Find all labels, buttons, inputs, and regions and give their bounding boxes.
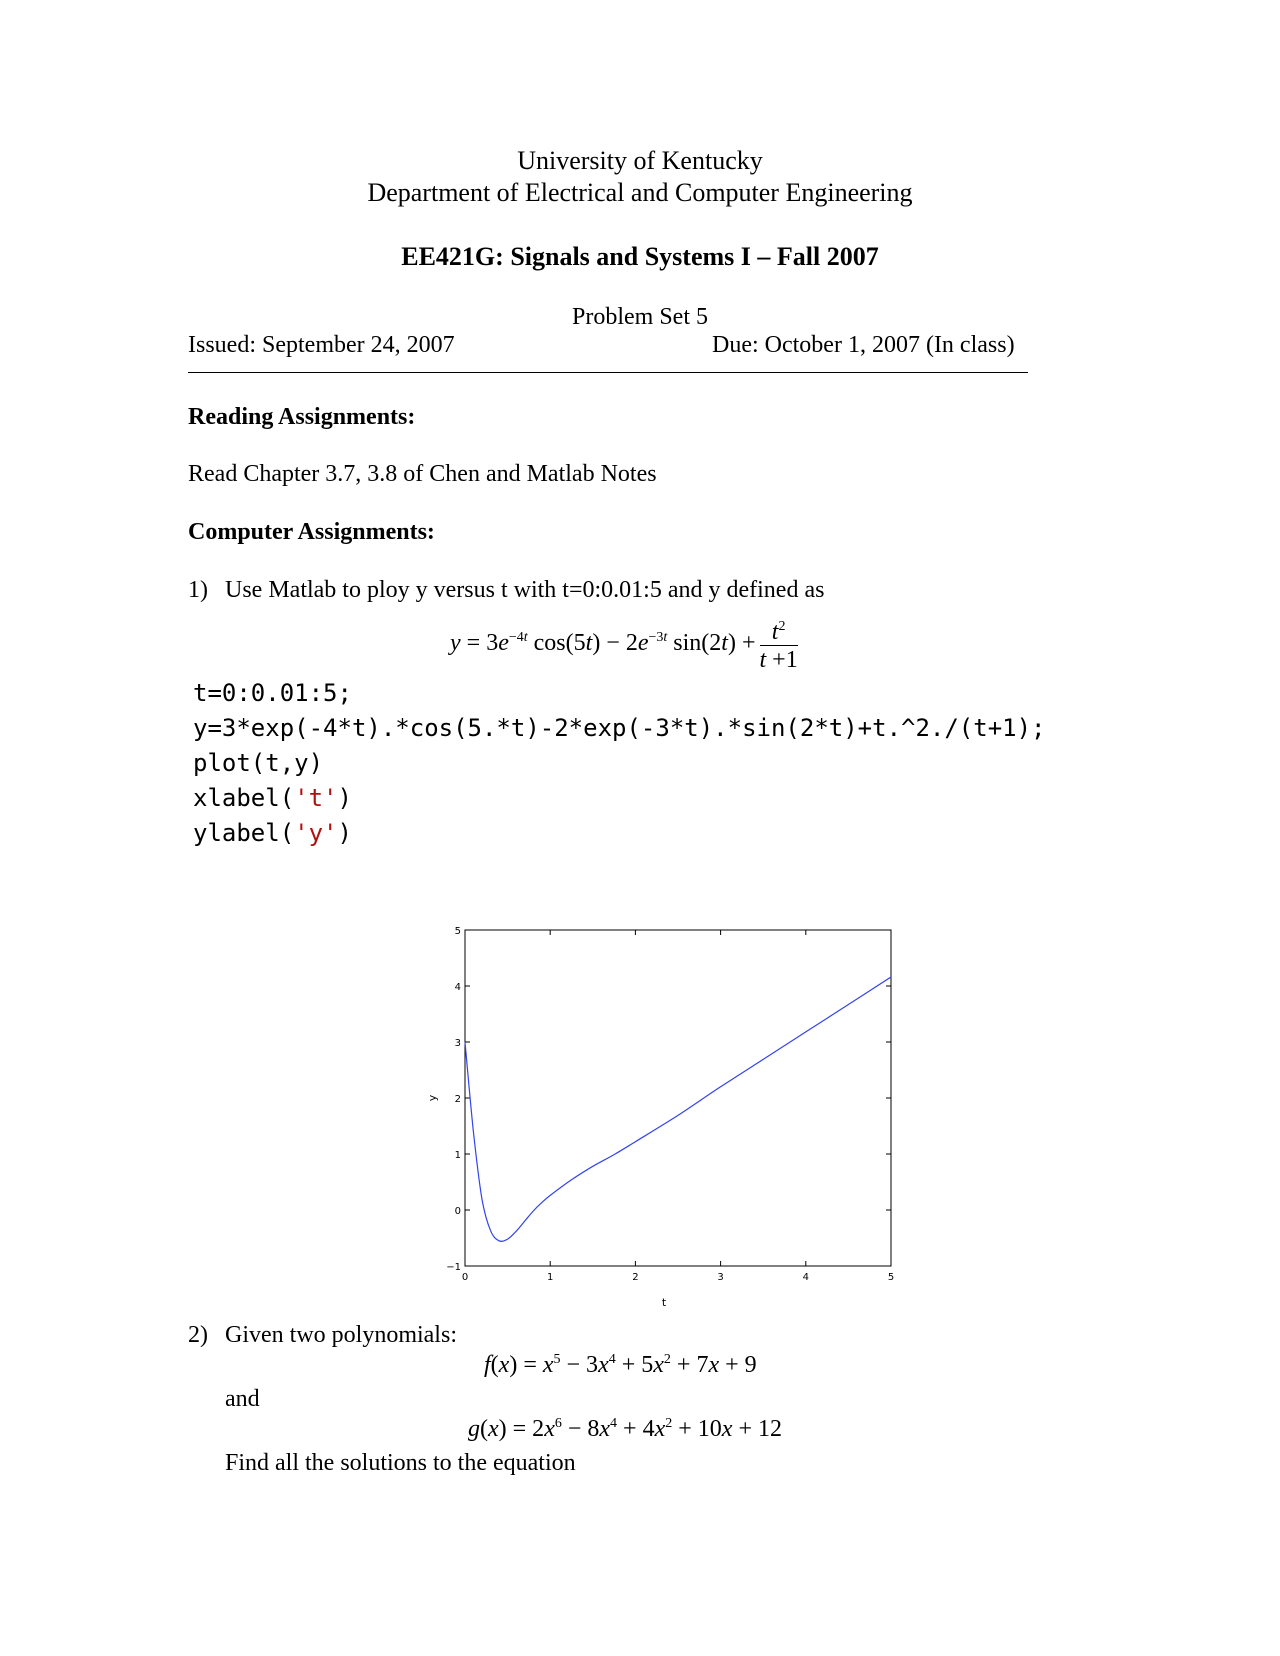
- problem1-number: 1): [188, 577, 208, 603]
- code-line-3: plot(t,y): [193, 749, 324, 777]
- y-tick-label: 4: [454, 982, 461, 993]
- g-polynomial: $g(x) = 2x^6 - 8x^4 + 4x^2 + 10x + 12$: [468, 1416, 782, 1442]
- y-tick-label: 5: [454, 926, 461, 937]
- university-name: University of Kentucky: [517, 146, 763, 175]
- problem-set-label: Problem Set 5: [572, 304, 708, 330]
- y-tick-label: 1: [454, 1150, 461, 1161]
- reading-text: Read Chapter 3.7, 3.8 of Chen and Matlab Notes: [188, 461, 657, 487]
- x-axis-label: t: [661, 1296, 667, 1309]
- issued-date: Issued: September 24, 2007: [188, 332, 455, 358]
- computer-heading: Computer Assignments:: [188, 519, 435, 545]
- code-line-5: ylabel('y'): [193, 819, 352, 847]
- code-line-1: t=0:0.01:5;: [193, 679, 352, 707]
- problem1-text: Use Matlab to ploy y versus t with t=0:0.01:5 and y defined as: [225, 577, 825, 603]
- y-equation: $y = 3e^{-4t}$ $\cos(5t) - 2e^{-3t}$ sin(2t) + $\frac{t^2}{t +1}$: [450, 606, 802, 670]
- code-line-4: xlabel('t'): [193, 784, 352, 812]
- x-tick-label: 1: [547, 1272, 554, 1283]
- x-tick-label: 4: [802, 1272, 809, 1283]
- course-title: EE421G: Signals and Systems I – Fall 2007: [401, 242, 879, 271]
- due-date: Due: October 1, 2007 (In class): [712, 332, 1015, 358]
- code-string-t: 't': [294, 784, 338, 812]
- line-chart: [420, 920, 910, 1309]
- x-tick-label: 2: [632, 1272, 639, 1283]
- code-line-2: y=3*exp(-4*t).*cos(5.*t)-2*exp(-3*t).*sin(2*t)+t.^2./(t+1);: [193, 714, 1046, 742]
- x-tick-label: 3: [717, 1272, 724, 1283]
- header-divider: [188, 372, 1028, 373]
- x-tick-label: 0: [461, 1272, 469, 1283]
- problem2-number: 2): [188, 1322, 208, 1348]
- y-tick-label: 3: [454, 1038, 461, 1049]
- reading-heading: Reading Assignments:: [188, 404, 416, 430]
- y-tick-label: −1: [446, 1262, 461, 1273]
- and-text: and: [225, 1386, 260, 1412]
- y-tick-label: 0: [454, 1206, 461, 1217]
- y-axis-label: y: [426, 1094, 439, 1102]
- find-solutions-text: Find all the solutions to the equation: [225, 1450, 576, 1476]
- y-tick-label: 2: [454, 1094, 461, 1105]
- matlab-code-block: [193, 676, 1046, 851]
- f-polynomial: $f(x) = x^5 - 3x^4 + 5x^2 + 7x + 9$: [484, 1352, 757, 1378]
- problem2-text: Given two polynomials:: [225, 1322, 457, 1348]
- department-name: Department of Electrical and Computer Engineering: [367, 178, 913, 207]
- code-string-y: 'y': [294, 819, 338, 847]
- x-tick-label: 5: [887, 1272, 895, 1283]
